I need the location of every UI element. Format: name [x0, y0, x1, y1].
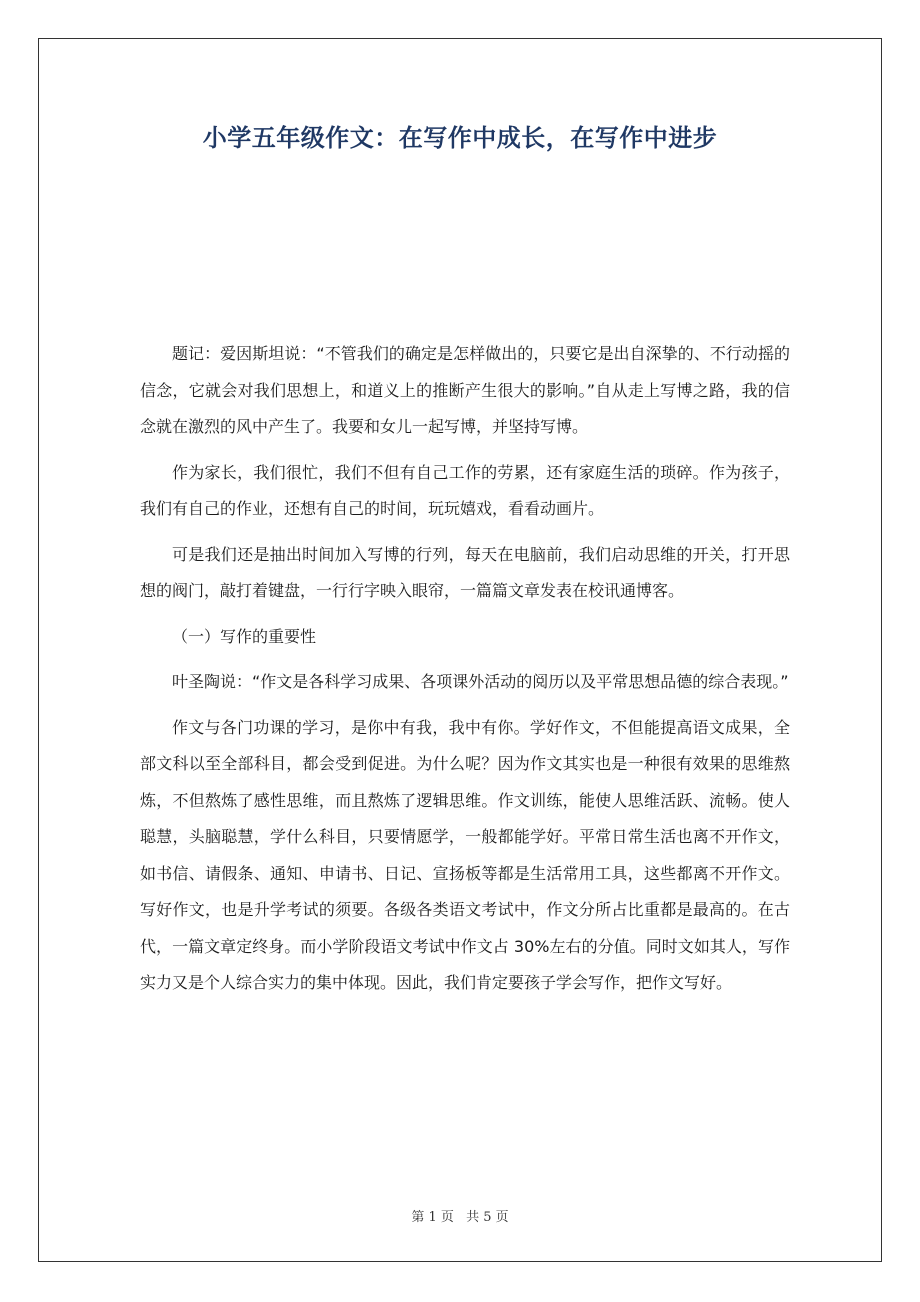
page-total: 共 5 页: [466, 1210, 509, 1225]
section-heading: （一）写作的重要性: [172, 626, 317, 646]
document-title: 小学五年级作文：在写作中成长，在写作中进步: [202, 124, 718, 152]
paragraph-parents: 作为家长，我们很忙，我们不但有自己工作的劳累，还有家庭生活的琐碎。作为孩子，我们有自己的作业，还想有自己的时间，玩玩嬉戏，看看动画片。: [140, 462, 790, 518]
paragraph-blogging: 可是我们还是抽出时间加入写博的行列，每天在电脑前，我们启动思维的开关，打开思想的阀门，敲打着键盘，一行行字映入眼帘，一篇篇文章发表在校讯通博客。: [140, 544, 790, 600]
page-number: 第 1 页: [411, 1210, 454, 1225]
paragraph-quote: 叶圣陶说：“作文是各科学习成果、各项课外活动的阅历以及平常思想品德的综合表现。”: [172, 672, 789, 691]
paragraph-epigraph: 题记：爱因斯坦说：“不管我们的确定是怎样做出的，只要它是出自深挚的、不行动摇的信念，它就会对我们思想上，和道义上的推断产生很大的影响。”自从走上写博之路，我的信念就在激烈的风中产生了。我要和女儿一起写博，并坚持写博。: [140, 344, 790, 436]
document-body: [140, 336, 790, 1011]
page-footer: [0, 1206, 920, 1225]
paragraph-importance: 作文与各门功课的学习，是你中有我，我中有你。学好作文，不但能提高语文成果，全部文科以至全部科目，都会受到促进。为什么呢？因为作文其实也是一种很有效果的思维熬炼，不但熬炼了感性思维，而且熬炼了逻辑思维。作文训练，能使人思维活跃、流畅。使人聪慧，头脑聪慧，学什么科目，只要情愿学，一般都能学好。平常日常生活也离不开作文，如书信、请假条、通知、申请书、日记、宣扬板等都是生活常用工具，这些都离不开作文。写好作文，也是升学考试的须要。各级各类语文考试中，作文分所占比重都是最高的。在古代，一篇文章定终身。而小学阶段语文考试中作文占 30%左右的分值。同时文如其人，写作实力又是个人综合实力的集中体现。因此，我们肯定要孩子学会写作，把作文写好。: [140, 717, 790, 992]
